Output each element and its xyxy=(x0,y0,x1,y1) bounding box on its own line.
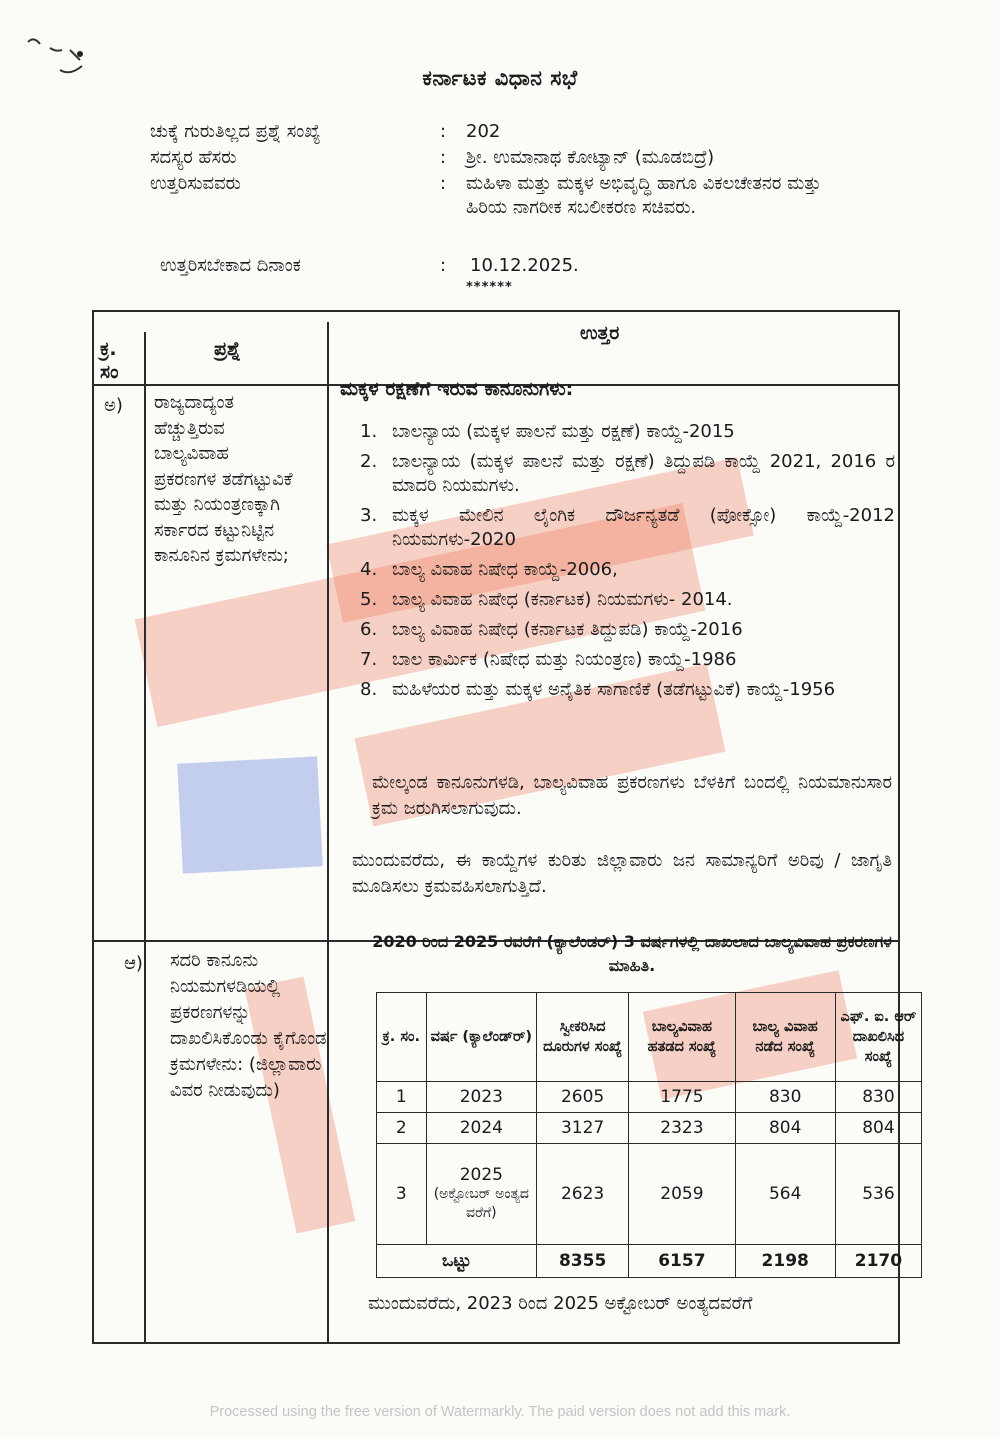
answer-paragraph-2: ಮುಂದುವರೆದು, ಈ ಕಾಯ್ದೆಗಳ ಕುರಿತು ಜಿಲ್ಲಾವಾರು ಜನ ಸಾಮಾನ್ಯರಿಗೆ ಅರಿವು / ಜಾಗೃತಿ ಮೂಡಿಸಲು ಕ್ರಮವಹಿಸಲಾಗುತ್ತಿದೆ. xyxy=(352,850,892,897)
table-header-row xyxy=(377,993,922,1082)
column-header: ಬಾಲ್ಯವಿವಾಹ ಹತಡದ ಸಂಖ್ಯೆ xyxy=(629,993,735,1082)
meta-label: ಚುಕ್ಕೆ ಗುರುತಿಲ್ಲದ ಪ್ರಶ್ನೆ ಸಂಖ್ಯೆ xyxy=(150,121,321,142)
cell-sl: 1 xyxy=(377,1082,427,1113)
law-number: 4. xyxy=(360,559,378,580)
law-item xyxy=(360,558,895,582)
table-total-row xyxy=(377,1245,922,1278)
cell-received: 2623 xyxy=(537,1144,629,1245)
law-item xyxy=(360,588,895,612)
watermark-text: Processed using the free version of Watermarkly. The paid version does not add this mark. xyxy=(209,1404,791,1420)
laws-heading: ಮಕ್ಕಳ ರಕ್ಷಣೆಗೆ ಇರುವ ಕಾನೂನುಗಳು: xyxy=(340,378,574,400)
meta-label: ಉತ್ತರಿಸುವವರು xyxy=(150,173,241,194)
cell-prevented: 1775 xyxy=(629,1082,735,1113)
law-number: 5. xyxy=(360,589,378,610)
law-text: ಬಾಲ್ಯ ವಿವಾಹ ನಿಷೇಧ ಕಾಯ್ದೆ-2006, xyxy=(392,559,618,580)
law-text: ಮಹಿಳೆಯರ ಮತ್ತು ಮಕ್ಕಳ ಅನೈತಿಕ ಸಾಗಾಣಿಕೆ (ತಡೆಗಟ್ಟುವಿಕೆ) ಕಾಯ್ದೆ-1956 xyxy=(392,679,836,700)
meta-value: ಮಹಿಳಾ ಮತ್ತು ಮಕ್ಕಳ ಅಭಿವೃದ್ಧಿ ಹಾಗೂ ವಿಕಲಚೇತನರ ಮತ್ತು ಹಿರಿಯ ನಾಗರೀಕ ಸಬಲೀಕರಣ ಸಚಿವರು. xyxy=(466,173,822,218)
cell-sl: 3 xyxy=(377,1144,427,1245)
meta-value: ಶ್ರೀ. ಉಮಾನಾಥ ಕೋಟ್ಯಾನ್ (ಮೂಡಬಿದ್ರೆ) xyxy=(466,147,715,168)
law-item xyxy=(360,618,895,642)
child-marriage-data-table xyxy=(376,992,922,1278)
column-header: ವರ್ಷ (ಕ್ಯಾಲೆಂಡ್‌ರ್) xyxy=(426,993,536,1082)
cell-received: 3127 xyxy=(537,1113,629,1144)
row-aa-question: ಸದರಿ ಕಾನೂನು ನಿಯಮಗಳಡಿಯಲ್ಲಿ ಪ್ರಕರಣಗಳನ್ನು ದಾಖಲಿಸಿಕೊಂಡು ಕೈಗೊಂಡ ಕ್ರಮಗಳೇನು: (ಜಿಲ್ಲಾವಾರು ವಿವರ ನೀಡುವುದು) xyxy=(170,950,327,1101)
continued-text: ಮುಂದುವರೆದು, 2023 ರಿಂದ 2025 ಅಕ್ಟೋಬರ್ ಅಂತ್ಯದವರೆಗೆ xyxy=(368,1293,753,1314)
total-fir: 2170 xyxy=(835,1245,921,1278)
cell-year-2025 xyxy=(426,1144,536,1245)
law-number: 3. xyxy=(360,505,378,526)
table-caption: 2020 ರಿಂದ 2025 ರವರೆಗೆ (ಕ್ಯಾಲೆಂಡರ್) 3 ವರ್ಷಗಳಲ್ಲಿ ದಾಖಲಾದ ಬಾಲ್ಯವಿವಾಹ ಪ್ರಕರಣಗಳ ಮಾಹಿತಿ. xyxy=(372,932,892,975)
table-row xyxy=(377,1144,922,1245)
meta-colon: : xyxy=(440,173,447,194)
cell-happened: 830 xyxy=(735,1082,835,1113)
meta-value: 10.12.2025. xyxy=(470,255,579,276)
law-number: 1. xyxy=(360,421,378,442)
law-item xyxy=(360,504,895,552)
column-header: ಬಾಲ್ಯ ವಿವಾಹ ನಡೆದ ಸಂಖ್ಯೆ xyxy=(735,993,835,1082)
law-item xyxy=(360,648,895,672)
column-header: ಸ್ವೀಕರಿಸಿದ ದೂರುಗಳ ಸಂಖ್ಯೆ xyxy=(537,993,629,1082)
column-header: ಎಫ್. ಐ. ಆರ್ ದಾಖಲಿಸಿದ ಸಂಖ್ಯೆ xyxy=(835,993,921,1082)
cell-year: 2024 xyxy=(426,1113,536,1144)
page-title: ಕರ್ನಾಟಕ ವಿಧಾನ ಸಭೆ xyxy=(422,66,578,90)
law-text: ಬಾಲನ್ಯಾಯ (ಮಕ್ಕಳ ಪಾಲನೆ ಮತ್ತು ರಕ್ಷಣೆ) ತಿದ್ದುಪಡಿ ಕಾಯ್ದೆ 2021, 2016 ರ ಮಾದರಿ ನಿಯಮಗಳು. xyxy=(392,451,895,496)
table-row xyxy=(377,1082,922,1113)
meta-colon: : xyxy=(440,147,447,168)
cell-year-note: (ಅಕ್ಟೋಬರ್ ಅಂತ್ಯದ ವರೆಗೆ) xyxy=(433,1186,529,1221)
cell-received: 2605 xyxy=(537,1082,629,1113)
meta-value: 202 xyxy=(466,121,501,142)
total-happened: 2198 xyxy=(735,1245,835,1278)
meta-label: ಉತ್ತರಿಸಬೇಕಾದ ದಿನಾಂಕ xyxy=(160,255,301,276)
law-item xyxy=(360,678,895,702)
law-item xyxy=(360,420,895,444)
meta-colon: : xyxy=(440,255,447,276)
law-text: ಬಾಲ್ಯ ವಿವಾಹ ನಿಷೇಧ (ಕರ್ನಾಟಕ) ನಿಯಮಗಳು- 2014. xyxy=(392,589,733,610)
separator-stars: ****** xyxy=(466,280,513,295)
law-number: 6. xyxy=(360,619,378,640)
law-item xyxy=(360,450,895,498)
cell-prevented: 2323 xyxy=(629,1113,735,1144)
meta-label: ಸದಸ್ಯರ ಹೆಸರು xyxy=(150,147,237,168)
answer-paragraph-1: ಮೇಲ್ಕಂಡ ಕಾನೂನುಗಳಡಿ, ಬಾಲ್ಯವಿವಾಹ ಪ್ರಕರಣಗಳು ಬೆಳಕಿಗೆ ಬಂದಲ್ಲಿ ನಿಯಮಾನುಸಾರ ಕ್ರಮ ಜರುಗಿಸಲಾಗುವುದು. xyxy=(372,772,892,819)
cell-sl: 2 xyxy=(377,1113,427,1144)
header-sl: ಕ್ರ. ಸಂ xyxy=(100,338,119,383)
law-text: ಬಾಲ್ಯ ವಿವಾಹ ನಿಷೇಧ (ಕರ್ನಾಟಕ ತಿದ್ದುಪಡಿ) ಕಾಯ್ದೆ-2016 xyxy=(392,619,743,640)
cell-year: 2023 xyxy=(426,1082,536,1113)
cell-fir: 804 xyxy=(835,1113,921,1144)
laws-list xyxy=(360,420,895,708)
law-number: 8. xyxy=(360,679,378,700)
law-text: ಬಾಲನ್ಯಾಯ (ಮಕ್ಕಳ ಪಾಲನೆ ಮತ್ತು ರಕ್ಷಣೆ) ಕಾಯ್ದೆ-2015 xyxy=(392,421,735,442)
cell-happened: 804 xyxy=(735,1113,835,1144)
total-label: ಒಟ್ಟು xyxy=(377,1245,537,1278)
cell-fir: 830 xyxy=(835,1082,921,1113)
row-a-question: ರಾಜ್ಯದಾದ್ಯಂತ ಹೆಚ್ಚುತ್ತಿರುವ ಬಾಲ್ಯವಿವಾಹ ಪ್ರಕರಣಗಳ ತಡೆಗಟ್ಟುವಿಕೆ ಮತ್ತು ನಿಯಂತ್ರಣಕ್ಕಾಗಿ ಸರ್ಕಾರದ ಕಟ್ಟುನಿಟ್ಟಿನ ಕಾನೂನಿನ ಕ್ರಮಗಳೇನು; xyxy=(154,392,293,566)
header-question: ಪ್ರಶ್ನೆ xyxy=(214,338,241,360)
total-received: 8355 xyxy=(537,1245,629,1278)
meta-colon: : xyxy=(440,121,447,142)
law-number: 7. xyxy=(360,649,378,670)
table-divider xyxy=(327,322,329,1342)
law-text: ಬಾಲ ಕಾರ್ಮಿಕ (ನಿಷೇಧ ಮತ್ತು ನಿಯಂತ್ರಣ) ಕಾಯ್ದೆ-1986 xyxy=(392,649,737,670)
table-row xyxy=(377,1113,922,1144)
row-aa-sl: ಆ) xyxy=(124,953,143,974)
total-prevented: 6157 xyxy=(629,1245,735,1278)
cell-happened: 564 xyxy=(735,1144,835,1245)
table-divider xyxy=(144,332,146,1342)
cell-prevented: 2059 xyxy=(629,1144,735,1245)
column-header: ಕ್ರ. ಸಂ. xyxy=(377,993,427,1082)
cell-year: 2025 xyxy=(459,1165,503,1185)
law-number: 2. xyxy=(360,451,378,472)
row-a-sl: ಅ) xyxy=(104,395,123,416)
header-answer: ಉತ್ತರ xyxy=(580,322,620,344)
cell-fir: 536 xyxy=(835,1144,921,1245)
law-text: ಮಕ್ಕಳ ಮೇಲಿನ ಲೈಂಗಿಕ ದೌರ್ಜನ್ಯತಡೆ (ಪೋಕ್ಸೋ) ಕಾಯ್ದೆ-2012 ನಿಯಮಗಳು-2020 xyxy=(392,505,895,550)
